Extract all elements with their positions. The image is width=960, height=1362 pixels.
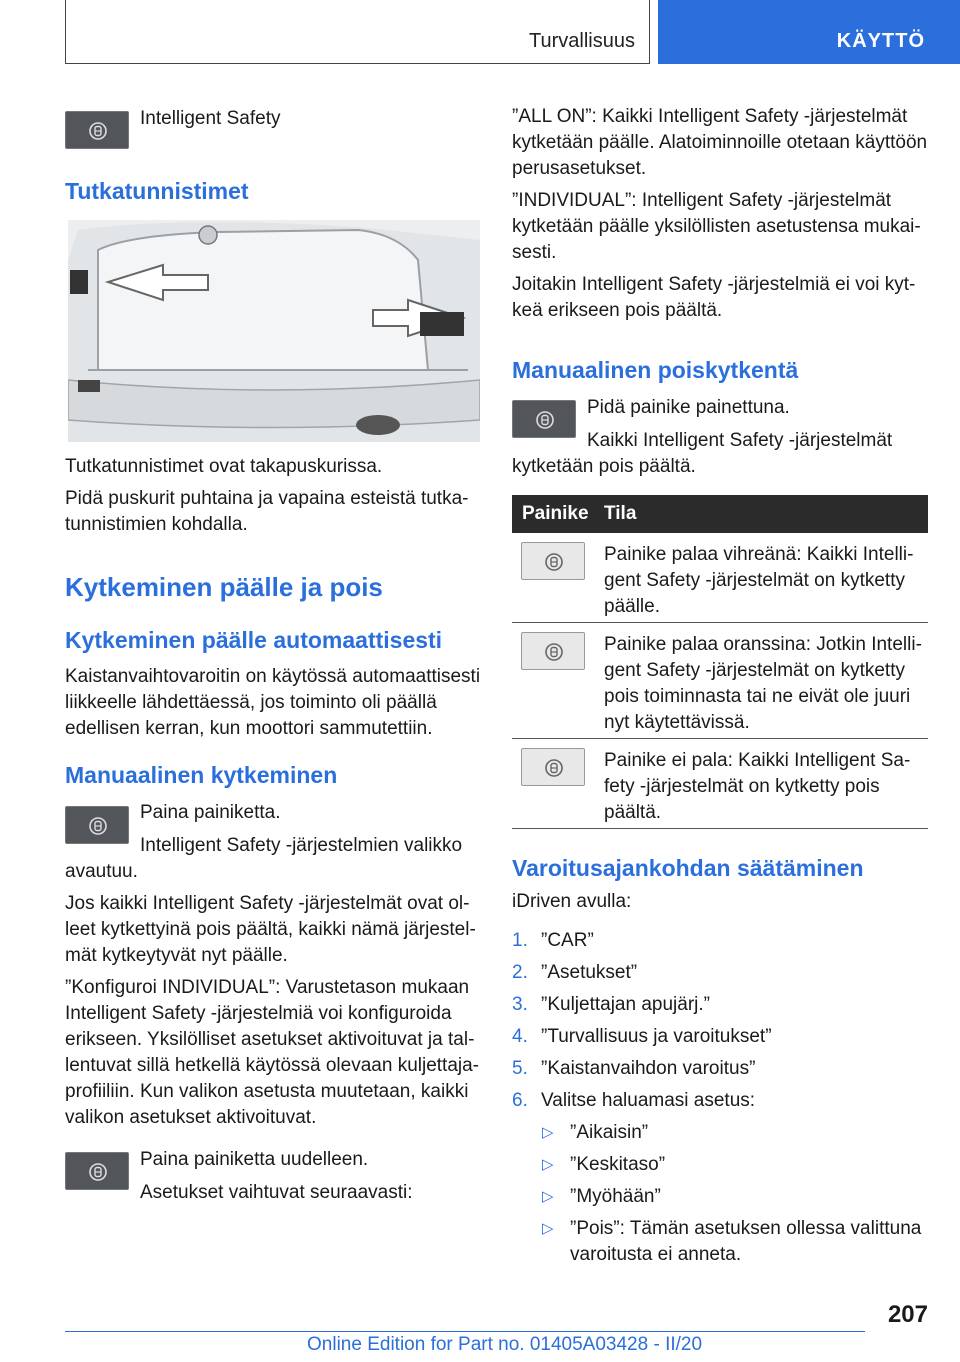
config-line-1: ”Konfiguroi INDIVIDUAL”: Varustetason mukaan (65, 977, 470, 998)
radar-paragraph-2-line1: Pidä puskurit puhtaina ja vapaina esteistä tutka- (65, 488, 469, 509)
option-text: ”Pois”: Tämän asetuksen ollessa valittuna (570, 1218, 922, 1239)
auto-line-1: Kaistanvaihtovaroitin on käytössä automaattisesti (65, 666, 481, 687)
option-text-continued: varoitusta ei anneta. (570, 1244, 742, 1265)
manual-menu-line-1: Intelligent Safety -järjestelmien valikko (140, 835, 463, 856)
off-line-1: Jos kaikki Intelligent Safety -järjestelmät ovat ol- (65, 893, 470, 914)
footer-edition-text: Online Edition for Part no. 01405A03428 - II/20 (307, 1334, 703, 1355)
triangle-bullet-icon: ▷ (542, 1220, 554, 1237)
off-line-3: mät kytkeytyvät nyt päälle. (65, 945, 288, 966)
config-line-4: lentuvat sillä hetkellä käytössä olevaan kuljettaja- (65, 1055, 480, 1076)
option-text: ”Aikaisin” (570, 1122, 649, 1143)
intelligent-safety-button-image (65, 1152, 129, 1190)
step-number: 5. (512, 1058, 528, 1079)
table-row (512, 739, 928, 829)
step-number: 1. (512, 930, 528, 951)
config-line-6: valikon asetukset aktivoituvat. (65, 1107, 317, 1128)
step-text: ”Kaistanvaihdon varoitus” (541, 1058, 756, 1079)
row2-line2: gent Safety -järjestelmät on kytketty (604, 660, 905, 681)
table-header-button: Painike (522, 503, 589, 524)
heading-warning-timing: Varoitusajankohdan säätäminen (512, 855, 864, 881)
intelligent-safety-button-image (512, 400, 576, 438)
table-header (512, 495, 928, 533)
radar-paragraph-1: Tutkatunnistimet ovat takapuskurissa. (65, 456, 383, 477)
table-row (512, 533, 928, 623)
header-chapter-tab[interactable] (658, 0, 960, 64)
indiv-line-1: ”INDIVIDUAL”: Intelligent Safety -järjestelmät (512, 190, 892, 211)
heading-automatic-on: Kytkeminen päälle automaattisesti (65, 627, 443, 653)
shield-car-icon (88, 816, 108, 836)
row3-line3: päältä. (604, 802, 662, 823)
off-line-2: leet kytkettyinä pois päältä, kaikki nämä järjestel- (65, 919, 476, 940)
heading-manual-on: Manuaalinen kytkeminen (65, 762, 338, 788)
shield-car-icon (544, 758, 564, 778)
button-status-table (512, 495, 928, 829)
triangle-bullet-icon: ▷ (542, 1124, 554, 1141)
button-lit-orange-image (521, 632, 585, 670)
step-text: ”Turvallisuus ja varoitukset” (541, 1026, 772, 1047)
step-text: ”Kuljettajan apujärj.” (541, 994, 710, 1015)
auto-line-2: liikkeelle lähdettäessä, jos toiminto oli päällä (65, 692, 437, 713)
config-line-2: Intelligent Safety -järjestelmiä voi konfiguroida (65, 1003, 452, 1024)
shield-car-icon (544, 642, 564, 662)
idrive-intro: iDriven avulla: (512, 891, 632, 912)
triangle-bullet-icon: ▷ (542, 1156, 554, 1173)
auto-line-3: edellisen kerran, kun moottori sammutettiin. (65, 718, 433, 739)
triangle-bullet-icon: ▷ (542, 1188, 554, 1205)
button-caption: Intelligent Safety (140, 108, 281, 129)
row1-line2: gent Safety -järjestelmät on kytketty (604, 570, 905, 591)
step-text: ”Asetukset” (541, 962, 638, 983)
button-lit-green-image (521, 542, 585, 580)
row2-line4: nyt käytettävissä. (604, 712, 750, 733)
row2-line1: Painike palaa oranssina: Jotkin Intelli- (604, 634, 922, 655)
shield-car-icon (88, 121, 108, 141)
row3-line2: fety -järjestelmät on kytketty pois (604, 776, 880, 797)
indiv-line-2: kytketään päälle yksilöllisten asetustensa mukai- (512, 216, 921, 237)
config-line-3: erikseen. Yksilölliset asetukset aktivoituvat ja tal- (65, 1029, 475, 1050)
step-number: 3. (512, 994, 528, 1015)
button-unlit-image (521, 748, 585, 786)
page-number: 207 (887, 1301, 928, 1328)
car-rear-illustration (68, 220, 480, 442)
step-number: 6. (512, 1090, 528, 1111)
indiv-line-3: sesti. (512, 242, 557, 263)
step-text: Valitse haluamasi asetus: (541, 1090, 756, 1111)
manual-menu-line-2: avautuu. (65, 861, 138, 882)
settings-change: Asetukset vaihtuvat seuraavasti: (140, 1182, 413, 1203)
header-section-box (65, 0, 650, 64)
shield-car-icon (88, 1162, 108, 1182)
some-line-1: Joitakin Intelligent Safety -järjestelmiä ei voi kyt- (512, 274, 916, 295)
option-text: ”Myöhään” (570, 1186, 661, 1207)
shield-car-icon (544, 552, 564, 572)
some-line-2: keä erikseen pois päältä. (512, 300, 723, 321)
radar-paragraph-2-line2: tunnistimien kohdalla. (65, 514, 248, 535)
intelligent-safety-button-image (65, 111, 129, 149)
alloff-line-2: kytketään pois päältä. (512, 456, 696, 477)
intelligent-safety-button-image (65, 806, 129, 844)
header-chapter-label: KÄYTTÖ (836, 30, 925, 52)
step-number: 2. (512, 962, 528, 983)
row3-line1: Painike ei pala: Kaikki Intelligent Sa- (604, 750, 911, 771)
allon-line-3: perusasetukset. (512, 158, 647, 179)
heading-manual-off: Manuaalinen poiskytkentä (512, 357, 799, 383)
footer-edition (307, 1334, 702, 1356)
row1-line3: päälle. (604, 596, 660, 617)
allon-line-1: ”ALL ON”: Kaikki Intelligent Safety -järjestelmät (512, 106, 908, 127)
footer-divider (65, 1331, 865, 1332)
manual-press: Paina painiketta. (140, 802, 281, 823)
alloff-line-1: Kaikki Intelligent Safety -järjestelmät (587, 430, 893, 451)
step-number: 4. (512, 1026, 528, 1047)
allon-line-2: kytketään päälle. Alatoiminnoille otetaan käyttöön (512, 132, 928, 153)
option-text: ”Keskitaso” (570, 1154, 666, 1175)
table-header-status: Tila (604, 503, 637, 524)
shield-car-icon (535, 410, 555, 430)
header-section-title: Turvallisuus (529, 30, 635, 52)
row1-line1: Painike palaa vihreänä: Kaikki Intelli- (604, 544, 914, 565)
step-text: ”CAR” (541, 930, 594, 951)
hold-button: Pidä painike painettuna. (587, 397, 790, 418)
again-press: Paina painiketta uudelleen. (140, 1149, 369, 1170)
row2-line3: pois toiminnasta tai ne eivät ole juuri (604, 686, 911, 707)
heading-switch-on-off: Kytkeminen päälle ja pois (65, 572, 383, 602)
config-line-5: profiiliin. Kun valikon asetusta muutetaan, kaikki (65, 1081, 469, 1102)
table-row (512, 623, 928, 739)
heading-radar-sensors: Tutkatunnistimet (65, 178, 249, 204)
